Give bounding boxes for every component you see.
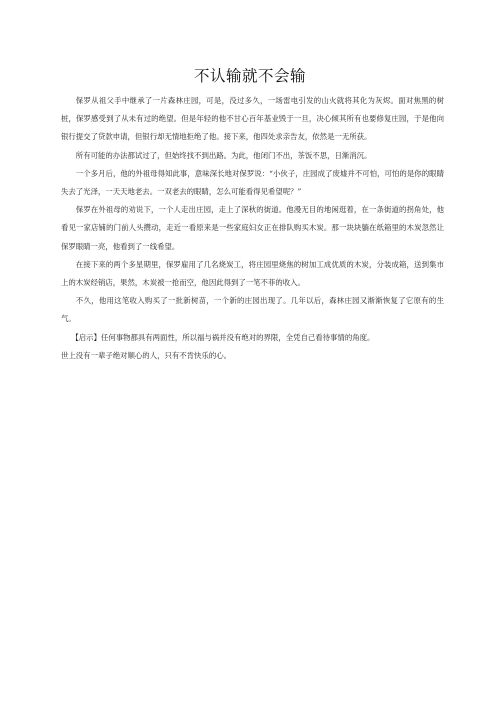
paragraph-4: 保罗在外祖母的劝说下，一个人走出庄园，走上了深秋的街道。他漫无目的地闲逛着，在一条街道的拐角处，他看见一家店铺的门前人头攒动，走近一看原来是一些家庭妇女正在排队购买木炭。那一块块躺在纸箱里的木炭忽然让保罗眼睛一亮，他看到了一线希望。: [61, 205, 444, 251]
document-title: 不认输就不会输: [193, 67, 306, 85]
document-body: [61, 92, 444, 365]
paragraph-5: 在接下来的两个多星期里，保罗雇用了几名烧炭工，将庄园里烧焦的树加工成优质的木炭，分装成箱，送到集市上的木炭经销店，果然，木炭被一抢而空，他因此得到了一笔不菲的收入。: [61, 259, 444, 288]
lesson-paragraph: 【启示】任何事物都具有两面性，所以福与祸并没有绝对的界限，全凭自己看待事情的角度。: [71, 332, 375, 342]
paragraph-3: 一个多月后，他的外祖母得知此事，意味深长地对保罗说：“小伙子，庄园成了废墟并不可怕，可怕的是你的眼睛失去了光泽，一天天地老去。一双老去的眼睛，怎么可能看得见希望呢？”: [61, 168, 444, 197]
paragraph-2: 所有可能的办法都试过了，但始终找不到出路。为此，他闭门不出，茶饭不思，日渐消沉。: [75, 150, 372, 160]
paragraph-6: 不久，他用这笔收入购买了一批新树苗，一个新的庄园出现了。几年以后，森林庄园又渐渐恢复了它原有的生气。: [61, 296, 444, 324]
paragraph-1: 保罗从祖父手中继承了一片森林庄园，可是，没过多久，一场雷电引发的山火就将其化为灰烬。面对焦黑的树桩，保罗感受到了从未有过的绝望。但是年轻的他不甘心百年基业毁于一旦，决心倾其所有也要修复庄园，于是他向银行提交了贷款申请，但银行却无情地拒绝了他。接下来，他四处求亲告友，依然是一无所获。: [61, 96, 444, 142]
closing-paragraph: 世上没有一辈子绝对顺心的人，只有不肯快乐的心。: [61, 350, 231, 360]
